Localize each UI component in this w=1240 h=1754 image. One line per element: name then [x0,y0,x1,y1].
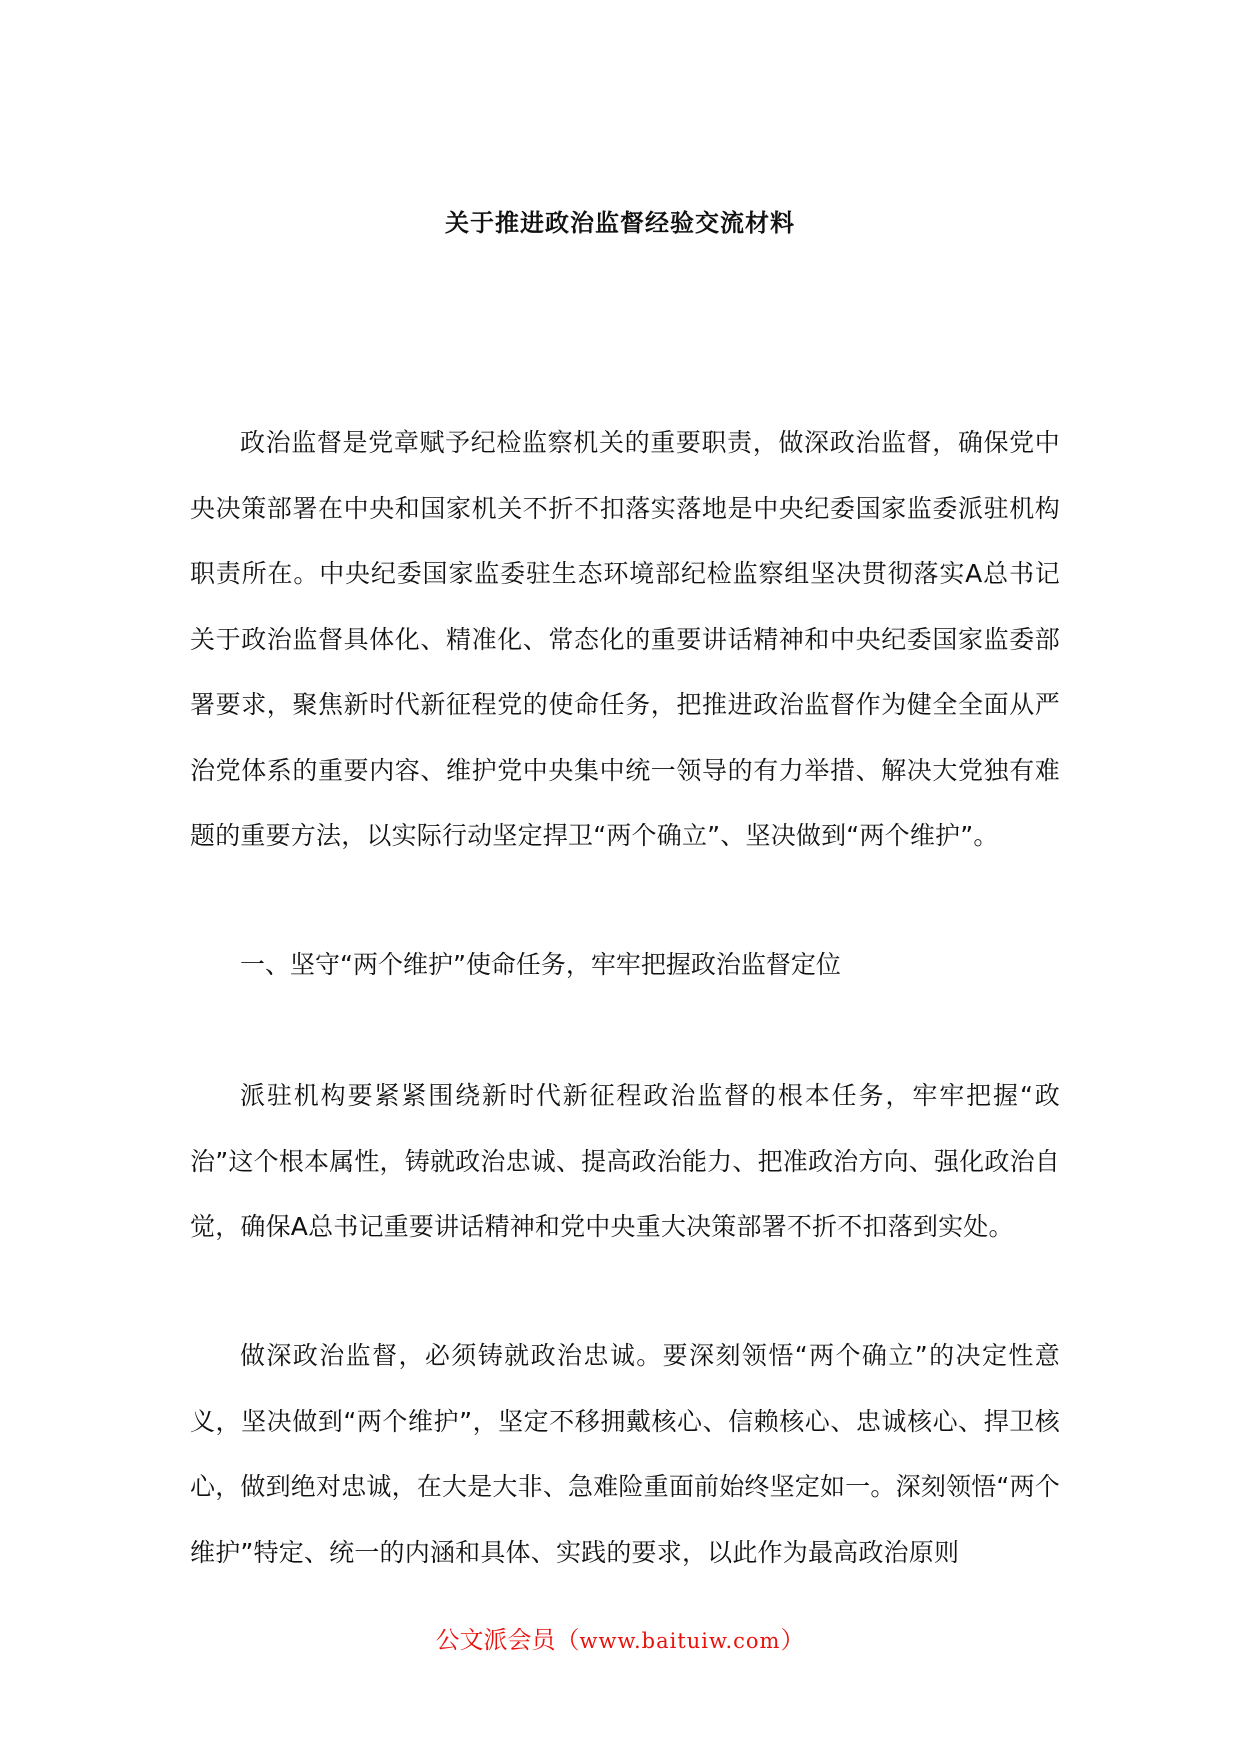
footer-watermark [0,1625,1240,1656]
body-paragraph-2: 做深政治监督，必须铸就政治忠诚。要深刻领悟“两个确立”的决定性意义，坚决做到“两个维护”，坚定不移拥戴核心、信赖核心、忠诚核心、捍卫核心，做到绝对忠诚，在大是大非、急难险重面前始终坚定如一。深刻领悟“两个维护”特定、统一的内涵和具体、实践的要求，以此作为最高政治原则 [190,1341,1060,1567]
document-title: 关于推进政治监督经验交流材料 [445,209,795,237]
footer-close: ） [780,1626,805,1654]
section-heading: 一、坚守“两个维护”使命任务，牢牢把握政治监督定位 [240,950,841,979]
body-paragraph-1: 派驻机构要紧紧围绕新时代新征程政治监督的根本任务，牢牢把握“政治”这个根本属性，铸就政治忠诚、提高政治能力、把准政治方向、强化政治自觉，确保A总书记重要讲话精神和党中央重大决策部署不折不扣落到实处。 [190,1081,1060,1241]
intro-paragraph: 政治监督是党章赋予纪检监察机关的重要职责，做深政治监督，确保党中央决策部署在中央和国家机关不折不扣落实落地是中央纪委国家监委派驻机构职责所在。中央纪委国家监委驻生态环境部纪检监察组坚决贯彻落实A总书记关于政治监督具体化、精准化、常态化的重要讲话精神和中央纪委国家监委部署要求，聚焦新时代新征程党的使命任务，把推进政治监督作为健全全面从严治党体系的重要内容、维护党中央集中统一领导的有力举措、解决大党独有难题的重要方法，以实际行动坚定捍卫“两个确立”、坚决做到“两个维护”。 [190,428,1060,850]
footer-label: 公文派会员（ [435,1626,580,1654]
footer-url[interactable]: www.baituiw.com [579,1629,781,1653]
